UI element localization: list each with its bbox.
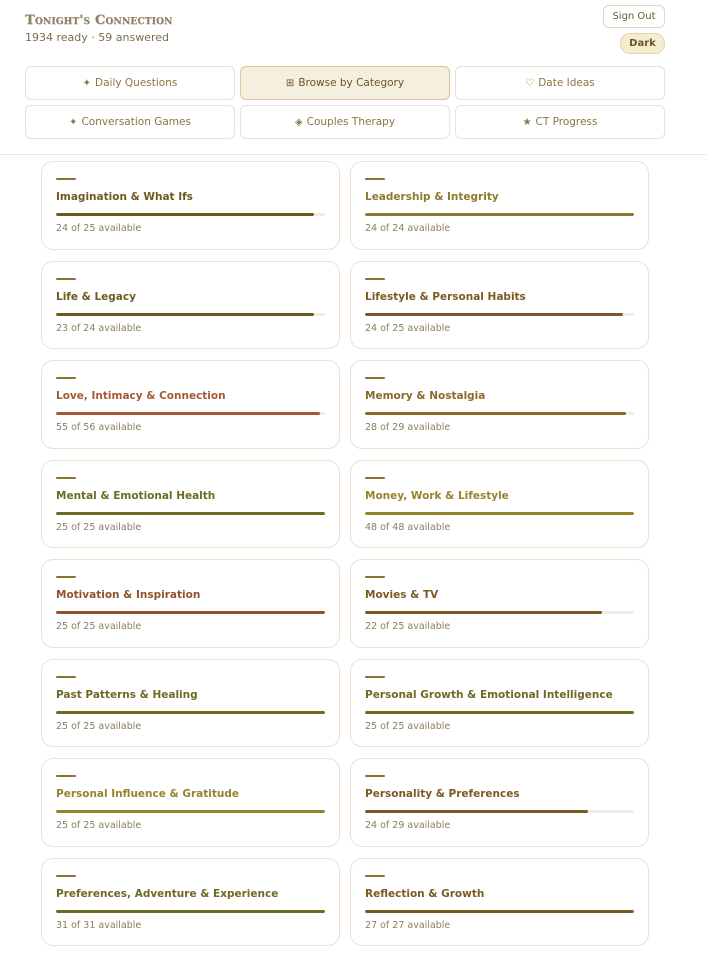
category-card[interactable]: [41, 559, 340, 648]
category-accent-line: [56, 477, 76, 479]
category-card[interactable]: [350, 858, 649, 947]
category-card[interactable]: [350, 758, 649, 847]
category-accent-line: [56, 775, 76, 777]
category-name: Lifestyle & Personal Habits: [365, 290, 526, 303]
nav-label: Daily Questions: [95, 77, 178, 89]
category-card[interactable]: [350, 360, 649, 449]
availability-progress-bar: [365, 313, 634, 316]
availability-progress-fill: [56, 711, 325, 714]
availability-progress-fill: [56, 412, 320, 415]
category-name: Memory & Nostalgia: [365, 390, 486, 402]
category-card[interactable]: [41, 261, 340, 350]
category-accent-line: [365, 576, 385, 578]
category-card[interactable]: [41, 460, 340, 549]
availability-progress-bar: [56, 711, 325, 714]
category-card[interactable]: [350, 659, 649, 748]
availability-progress-fill: [56, 512, 325, 515]
category-accent-line: [365, 278, 385, 280]
category-card[interactable]: [41, 161, 340, 250]
nav-daily-questions[interactable]: [25, 66, 235, 100]
diamond-icon: ◈: [294, 116, 303, 128]
category-card[interactable]: [41, 659, 340, 748]
nav-couples-therapy[interactable]: [240, 105, 450, 139]
availability-progress-bar: [365, 910, 634, 913]
nav-label: Browse by Category: [298, 77, 405, 89]
category-card[interactable]: [350, 261, 649, 350]
category-name: Money, Work & Lifestyle: [365, 489, 509, 502]
availability-progress-bar: [365, 810, 634, 813]
availability-count: 23 of 24 available: [56, 322, 142, 334]
category-card[interactable]: [41, 858, 340, 947]
availability-progress-fill: [365, 810, 588, 813]
dark-mode-toggle[interactable]: Dark: [620, 33, 665, 54]
sign-out-button[interactable]: Sign Out: [603, 5, 665, 28]
availability-progress-fill: [56, 810, 325, 813]
category-name: Preferences, Adventure & Experience: [56, 887, 279, 900]
category-card[interactable]: [350, 460, 649, 549]
availability-progress-fill: [365, 313, 623, 316]
availability-progress-bar: [365, 512, 634, 515]
category-accent-line: [365, 676, 385, 678]
heart-icon: ♡: [525, 77, 535, 89]
category-name: Motivation & Inspiration: [56, 589, 201, 601]
availability-count: 25 of 25 available: [365, 720, 451, 732]
mode-navigation: [25, 66, 665, 139]
availability-progress-bar: [365, 412, 634, 415]
availability-count: 24 of 25 available: [365, 322, 451, 334]
availability-count: 48 of 48 available: [365, 521, 451, 533]
category-name: Life & Legacy: [56, 290, 136, 303]
nav-label: CT Progress: [535, 116, 598, 128]
availability-progress-bar: [365, 213, 634, 216]
availability-progress-bar: [56, 611, 325, 614]
availability-progress-fill: [56, 213, 314, 216]
availability-progress-fill: [365, 213, 634, 216]
availability-count: 24 of 25 available: [56, 223, 142, 234]
app-header: [0, 0, 706, 155]
availability-count: 31 of 31 available: [56, 919, 142, 931]
category-name: Personal Growth & Emotional Intelligence: [365, 688, 613, 701]
category-grid: [41, 161, 649, 946]
category-accent-line: [365, 775, 385, 777]
category-accent-line: [365, 377, 385, 379]
category-name: Love, Intimacy & Connection: [56, 390, 226, 402]
availability-progress-bar: [365, 711, 634, 714]
question-stats: 1934 ready · 59 answered: [25, 31, 169, 44]
availability-count: 27 of 27 available: [365, 919, 451, 931]
availability-progress-bar: [56, 910, 325, 913]
category-name: Imagination & What Ifs: [56, 191, 193, 203]
availability-progress-fill: [365, 910, 634, 913]
category-name: Reflection & Growth: [365, 887, 485, 900]
availability-progress-fill: [56, 611, 325, 614]
availability-progress-fill: [56, 313, 314, 316]
category-card[interactable]: [41, 360, 340, 449]
nav-label: Date Ideas: [538, 77, 595, 89]
availability-progress-fill: [365, 711, 634, 714]
availability-progress-fill: [365, 412, 626, 415]
availability-count: 55 of 56 available: [56, 422, 142, 433]
availability-progress-bar: [56, 512, 325, 515]
category-name: Leadership & Integrity: [365, 191, 499, 203]
category-accent-line: [365, 875, 385, 877]
availability-count: 25 of 25 available: [56, 621, 142, 632]
category-accent-line: [56, 875, 76, 877]
availability-count: 25 of 25 available: [56, 521, 142, 533]
availability-progress-bar: [56, 213, 325, 216]
category-name: Personal Influence & Gratitude: [56, 788, 239, 800]
nav-label: Conversation Games: [81, 116, 191, 128]
category-accent-line: [365, 178, 385, 180]
category-card[interactable]: [350, 559, 649, 648]
nav-ct-progress[interactable]: [455, 105, 665, 139]
sparkle-icon: ✦: [82, 77, 92, 89]
category-accent-line: [56, 676, 76, 678]
availability-progress-bar: [56, 313, 325, 316]
availability-progress-fill: [365, 512, 634, 515]
availability-count: 22 of 25 available: [365, 621, 451, 632]
category-card[interactable]: [350, 161, 649, 250]
nav-label: Couples Therapy: [306, 116, 396, 128]
category-accent-line: [56, 178, 76, 180]
availability-count: 28 of 29 available: [365, 422, 451, 433]
nav-conversation-games[interactable]: [25, 105, 235, 139]
category-accent-line: [56, 278, 76, 280]
category-name: Past Patterns & Healing: [56, 688, 198, 701]
availability-count: 25 of 25 available: [56, 720, 142, 732]
availability-count: 24 of 24 available: [365, 223, 451, 234]
category-name: Movies & TV: [365, 589, 439, 601]
nav-browse-by-category[interactable]: [240, 66, 450, 100]
star-icon: ★: [522, 116, 532, 128]
availability-progress-bar: [56, 810, 325, 813]
category-card[interactable]: [41, 758, 340, 847]
availability-count: 25 of 25 available: [56, 820, 142, 831]
availability-progress-bar: [365, 611, 634, 614]
category-name: Personality & Preferences: [365, 788, 520, 800]
sparkle-icon: ✦: [69, 116, 78, 128]
category-name: Mental & Emotional Health: [56, 489, 216, 502]
grid-icon: ⊞: [285, 77, 295, 89]
availability-progress-bar: [56, 412, 325, 415]
category-accent-line: [365, 477, 385, 479]
availability-progress-fill: [56, 910, 325, 913]
availability-count: 24 of 29 available: [365, 820, 451, 831]
app-title: Tonight's Connection: [25, 13, 173, 28]
nav-date-ideas[interactable]: [455, 66, 665, 100]
availability-progress-fill: [365, 611, 602, 614]
category-accent-line: [56, 576, 76, 578]
category-accent-line: [56, 377, 76, 379]
